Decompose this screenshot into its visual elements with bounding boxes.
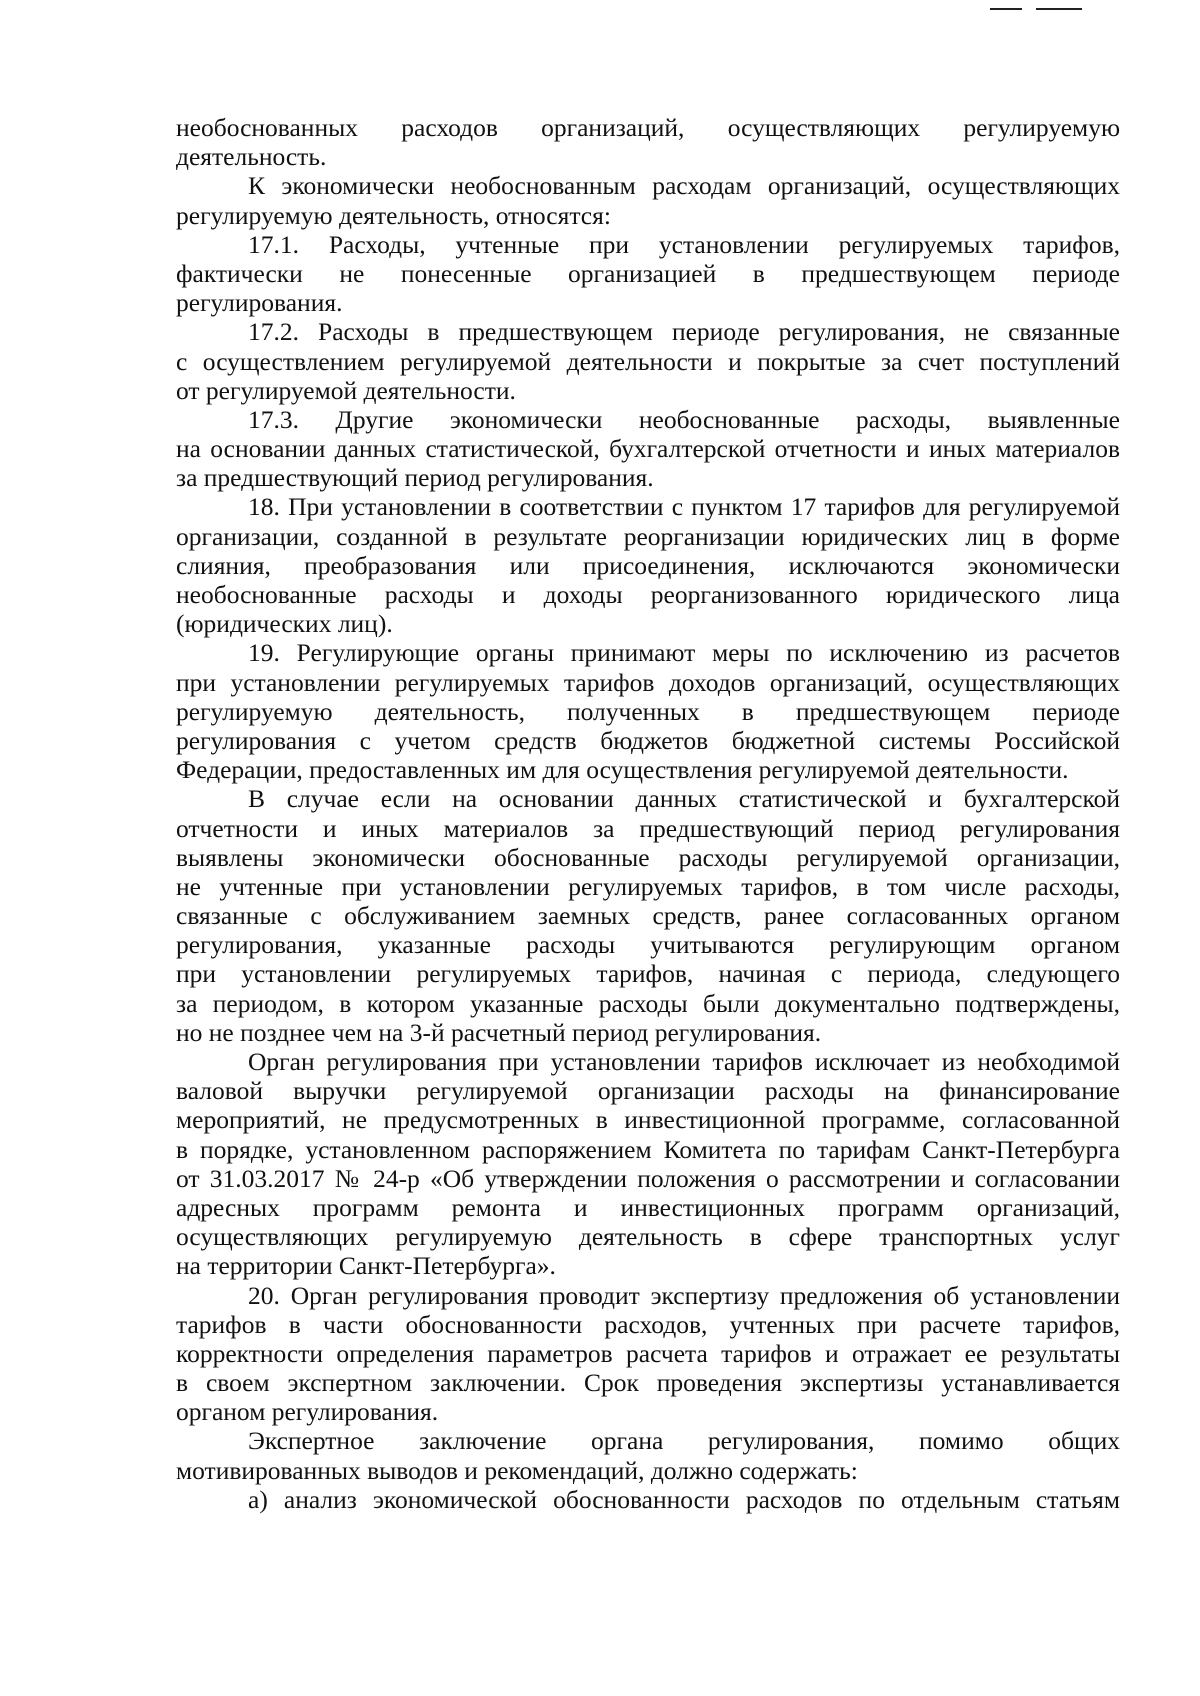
text-line: за предшествующий период регулирования. [176,463,654,493]
text-line: организации, созданной в результате реорганизации юридических лиц в форме [176,521,1120,551]
text-line: выявлены экономически обоснованные расходы регулируемой организации, [176,842,1120,872]
text-line: мероприятий, не предусмотренных в инвестиционной программе, согласованной [176,1105,1120,1135]
text-line: но не позднее чем на 3-й расчетный период регулирования. [176,1017,822,1047]
scan-mark [1036,8,1082,10]
text-line: тарифов в части обоснованности расходов, учтенных при расчете тарифов, [176,1309,1120,1339]
text-line: в своем экспертном заключении. Срок проведения экспертизы устанавливается [176,1368,1120,1398]
text-line: а) анализ экономической обоснованности расходов по отдельным статьям [248,1484,1120,1514]
document-body [176,113,1120,1514]
text-line: регулируемую деятельность, полученных в предшествующем периоде [176,696,1120,726]
text-line: валовой выручки регулируемой организации расходы на финансирование [176,1076,1120,1106]
text-line: осуществляющих регулируемую деятельность в сфере транспортных услуг [176,1222,1120,1252]
text-line: на основании данных статистической, бухгалтерской отчетности и иных материалов [176,434,1120,464]
text-line: адресных программ ремонта и инвестиционных программ организаций, [176,1192,1120,1222]
text-line: Экспертное заключение органа регулирования, помимо общих [248,1426,1120,1456]
text-line: необоснованные расходы и доходы реорганизованного юридического лица [176,580,1120,609]
text-line: В случае если на основании данных статистической и бухгалтерской [248,784,1120,814]
text-line: 17.2. Расходы в предшествующем периоде регулирования, не связанные [248,317,1120,347]
text-line: при установлении регулируемых тарифов, начиная с периода, следующего [176,959,1120,989]
text-line: 17.1. Расходы, учтенные при установлении регулируемых тарифов, [248,229,1120,259]
text-line: фактически не понесенные организацией в предшествующем периоде [176,258,1120,288]
text-line: необоснованных расходов организаций, осуществляющих регулируемую [176,113,1120,142]
scan-mark [990,8,1022,10]
text-line: от регулируемой деятельности. [176,375,516,405]
text-line: органом регулирования. [176,1397,439,1427]
text-line: связанные с обслуживанием заемных средств, ранее согласованных органом [176,901,1120,931]
text-line: слияния, преобразования или присоединения, исключаются экономически [176,550,1120,580]
text-line: в порядке, установленном распоряжением Комитета по тарифам Санкт-Петербурга [176,1134,1120,1164]
text-line: мотивированных выводов и рекомендаций, должно содержать: [176,1455,858,1485]
text-line: (юридических лиц). [176,609,393,639]
text-line: от 31.03.2017 № 24-р «Об утверждении положения о рассмотрении и согласовании [176,1163,1120,1193]
text-line: 18. При установлении в соответствии с пунктом 17 тарифов для регулируемой [248,492,1120,522]
text-line: регулирования. [176,288,343,318]
text-line: 19. Регулирующие органы принимают меры по исключению из расчетов [248,638,1120,668]
text-line: отчетности и иных материалов за предшествующий период регулирования [176,813,1120,843]
text-line: с осуществлением регулируемой деятельности и покрытые за счет поступлений [176,346,1120,376]
text-line: при установлении регулируемых тарифов доходов организаций, осуществляющих [176,667,1120,697]
text-line: Орган регулирования при установлении тарифов исключает из необходимой [248,1047,1120,1076]
text-line: регулирования с учетом средств бюджетов бюджетной системы Российской [176,725,1120,755]
text-line: на территории Санкт-Петербурга». [176,1251,556,1281]
text-line: К экономически необоснованным расходам организаций, осуществляющих [248,171,1120,201]
text-line: регулирования, указанные расходы учитываются регулирующим органом [176,930,1120,960]
text-line: 20. Орган регулирования проводит экспертизу предложения об установлении [248,1280,1120,1310]
text-line: деятельность. [176,142,327,172]
text-line: регулируемую деятельность, относятся: [176,200,611,230]
text-line: 17.3. Другие экономически необоснованные расходы, выявленные [248,404,1120,434]
text-line: за периодом, в котором указанные расходы были документально подтверждены, [176,988,1120,1018]
text-line: не учтенные при установлении регулируемых тарифов, в том числе расходы, [176,871,1120,901]
text-line: корректности определения параметров расчета тарифов и отражает ее результаты [176,1338,1120,1368]
text-line: Федерации, предоставленных им для осуществления регулируемой деятельности. [176,755,1069,785]
